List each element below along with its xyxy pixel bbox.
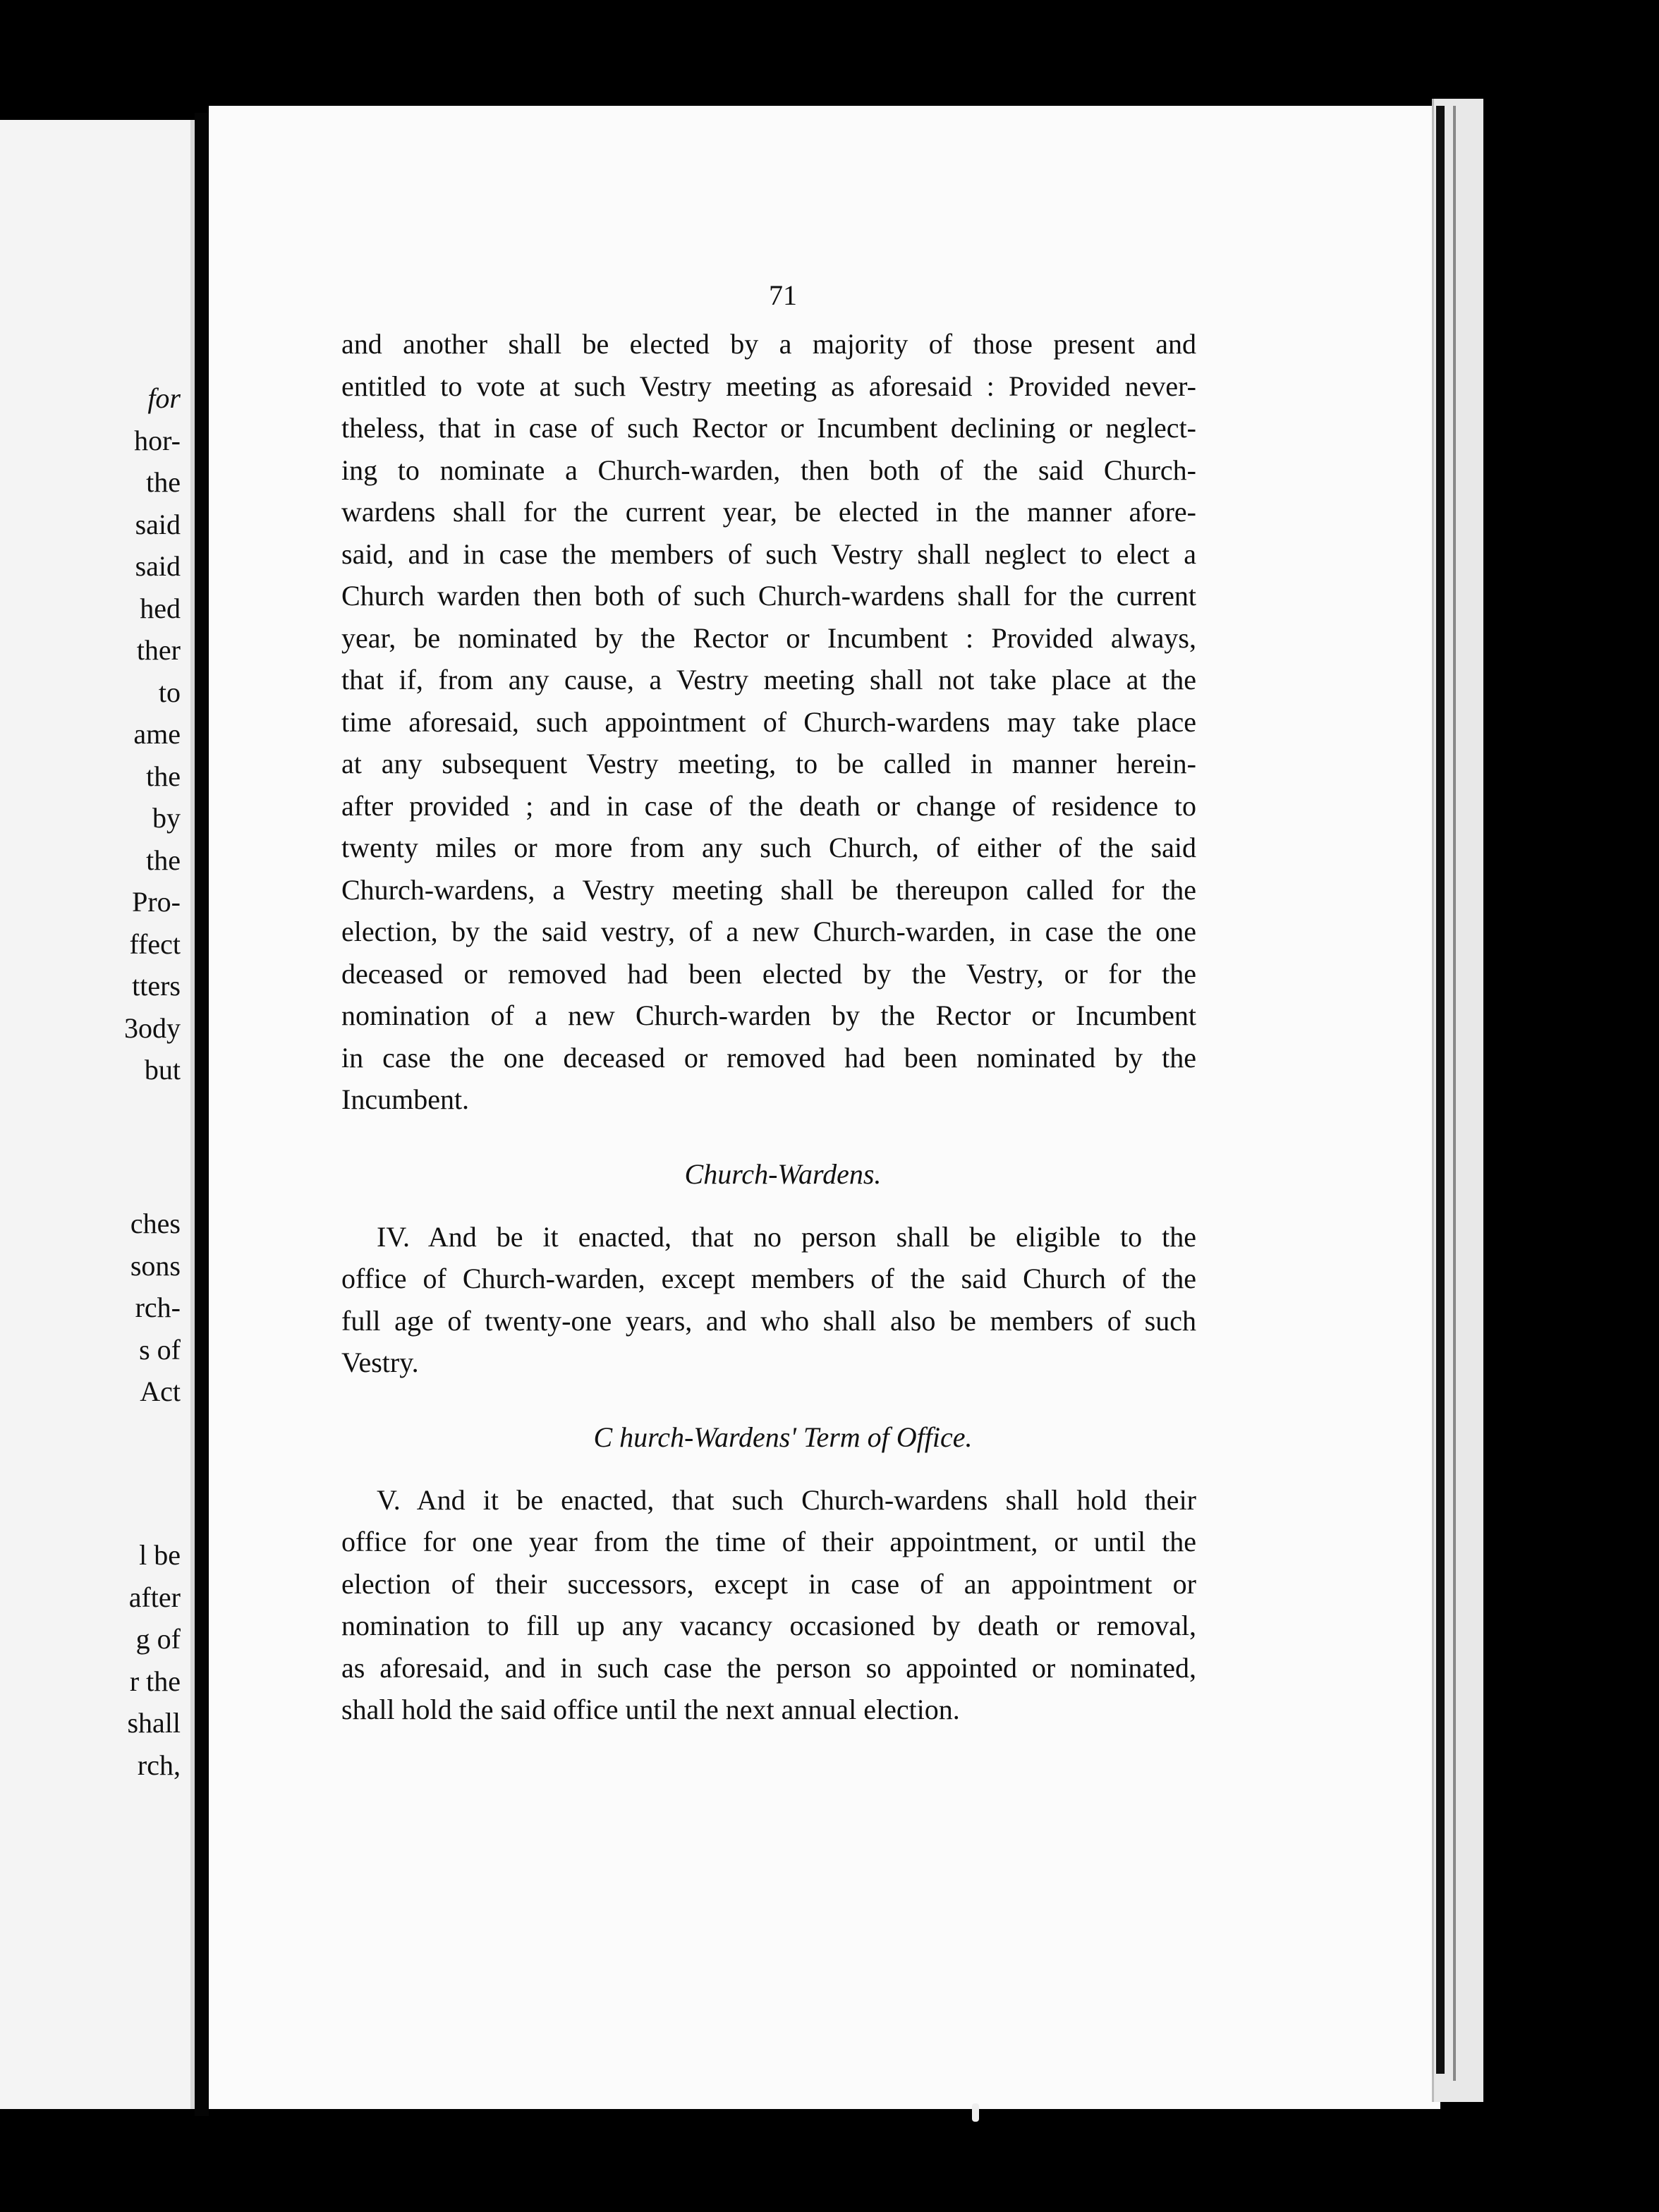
previous-page-fragment: sons <box>130 1249 181 1282</box>
text-line: nomination of a new Church-warden by the Rector or Incumbent <box>341 999 1196 1031</box>
previous-page-fragment: r the <box>129 1665 181 1697</box>
previous-page-fragment: the <box>146 844 181 876</box>
page-number: 71 <box>769 279 797 311</box>
text-line: year, be nominated by the Rector or Incumbent : Provided always, <box>341 621 1196 654</box>
text-line: theless, that in case of such Rector or Incumbent declining or neglect- <box>341 412 1196 444</box>
previous-page-fragment: Act <box>140 1375 181 1407</box>
previous-page-fragment: g of <box>135 1623 181 1655</box>
previous-page-fragment: tters <box>132 970 181 1002</box>
previous-page-fragment: the <box>146 760 181 792</box>
previous-page-text-top <box>0 377 181 1091</box>
paragraph-section-iv <box>341 1216 1196 1384</box>
text-line: office of Church-warden, except members of the said Church of the <box>341 1263 1196 1294</box>
previous-page-fragment: rch, <box>137 1749 181 1781</box>
previous-page <box>0 120 195 2109</box>
page-edge-shadow <box>1436 106 1445 2074</box>
section-heading-church-wardens: Church-Wardens. <box>684 1157 882 1190</box>
text-line: deceased or removed had been elected by the Vestry, or for the <box>341 957 1196 990</box>
previous-page-fragment: ches <box>130 1208 181 1239</box>
previous-page-fragment: ame <box>133 718 181 750</box>
text-line: Church-wardens, a Vestry meeting shall be thereupon called for the <box>341 873 1196 906</box>
text-line: as aforesaid, and in such case the person so appointed or nominated, <box>341 1651 1196 1684</box>
paragraph-section-v <box>341 1479 1196 1731</box>
text-line: shall hold the said office until the next annual election. <box>341 1694 960 1725</box>
text-line: Incumbent. <box>341 1083 470 1115</box>
book-gutter <box>195 113 209 2116</box>
text-line: time aforesaid, such appointment of Church-wardens may take place <box>341 705 1196 738</box>
previous-page-fragment: ther <box>136 634 181 666</box>
text-line: election of their successors, except in case of an appointment or <box>341 1567 1196 1600</box>
scan-artifact-mark <box>972 2103 979 2122</box>
text-line: twenty miles or more from any such Church, of either of the said <box>341 832 1196 863</box>
previous-page-fragment: said <box>135 550 181 582</box>
text-line: V. And it be enacted, that such Church-wardens shall hold their <box>377 1483 1196 1516</box>
previous-page-fragment: but <box>144 1054 181 1086</box>
text-line: in case the one deceased or removed had been nominated by the <box>341 1041 1196 1074</box>
previous-page-fragment: after <box>128 1581 181 1613</box>
text-line: Vestry. <box>341 1347 419 1378</box>
previous-page-fragment: for <box>147 382 181 414</box>
previous-page-fragment: rch- <box>135 1292 181 1323</box>
text-line: said, and in case the members of such Vestry shall neglect to elect a <box>341 537 1196 570</box>
previous-page-fragment: l be <box>139 1539 181 1571</box>
text-line: office for one year from the time of their appointment, or until the <box>341 1526 1196 1557</box>
previous-page-text-middle <box>0 1203 181 1413</box>
text-line: and another shall be elected by a majority of those present and <box>341 328 1196 360</box>
paragraph-continuation <box>341 323 1196 1121</box>
text-line: ing to nominate a Church-warden, then both of the said Church- <box>341 454 1196 486</box>
text-line: that if, from any cause, a Vestry meeting shall not take place at the <box>341 664 1196 695</box>
previous-page-fragment: the <box>146 466 181 498</box>
previous-page-fragment: 3ody <box>124 1011 181 1044</box>
previous-page-fragment: Pro- <box>132 886 181 918</box>
text-line: election, by the said vestry, of a new Church-warden, in case the one <box>341 916 1196 947</box>
previous-page-fragment: to <box>158 676 181 708</box>
previous-page-fragment: hed <box>140 592 181 624</box>
text-line: IV. And be it enacted, that no person shall be eligible to the <box>377 1220 1196 1253</box>
text-line: nomination to fill up any vacancy occasioned by death or removal, <box>341 1610 1196 1641</box>
page-content <box>341 279 1196 1731</box>
text-line: full age of twenty-one years, and who shall also be members of such <box>341 1304 1196 1337</box>
previous-page-fragment: shall <box>127 1707 181 1739</box>
previous-page-fragment: s of <box>139 1333 181 1366</box>
previous-page-fragment: hor- <box>134 424 181 456</box>
text-line: Church warden then both of such Church-wardens shall for the current <box>341 580 1196 612</box>
previous-page-fragment: said <box>135 508 181 540</box>
text-line: after provided ; and in case of the death or change of residence to <box>341 789 1196 822</box>
text-line: at any subsequent Vestry meeting, to be called in manner herein- <box>341 748 1196 779</box>
section-heading-term-of-office: C hurch-Wardens' Term of Office. <box>593 1421 973 1453</box>
previous-page-text-bottom <box>0 1534 181 1786</box>
previous-page-fragment: ffect <box>129 928 181 960</box>
previous-page-fragment: by <box>152 802 181 834</box>
text-line: wardens shall for the current year, be elected in the manner afore- <box>341 496 1196 528</box>
text-line: entitled to vote at such Vestry meeting as aforesaid : Provided never- <box>341 370 1196 402</box>
page-edge-line <box>1453 106 1456 2081</box>
